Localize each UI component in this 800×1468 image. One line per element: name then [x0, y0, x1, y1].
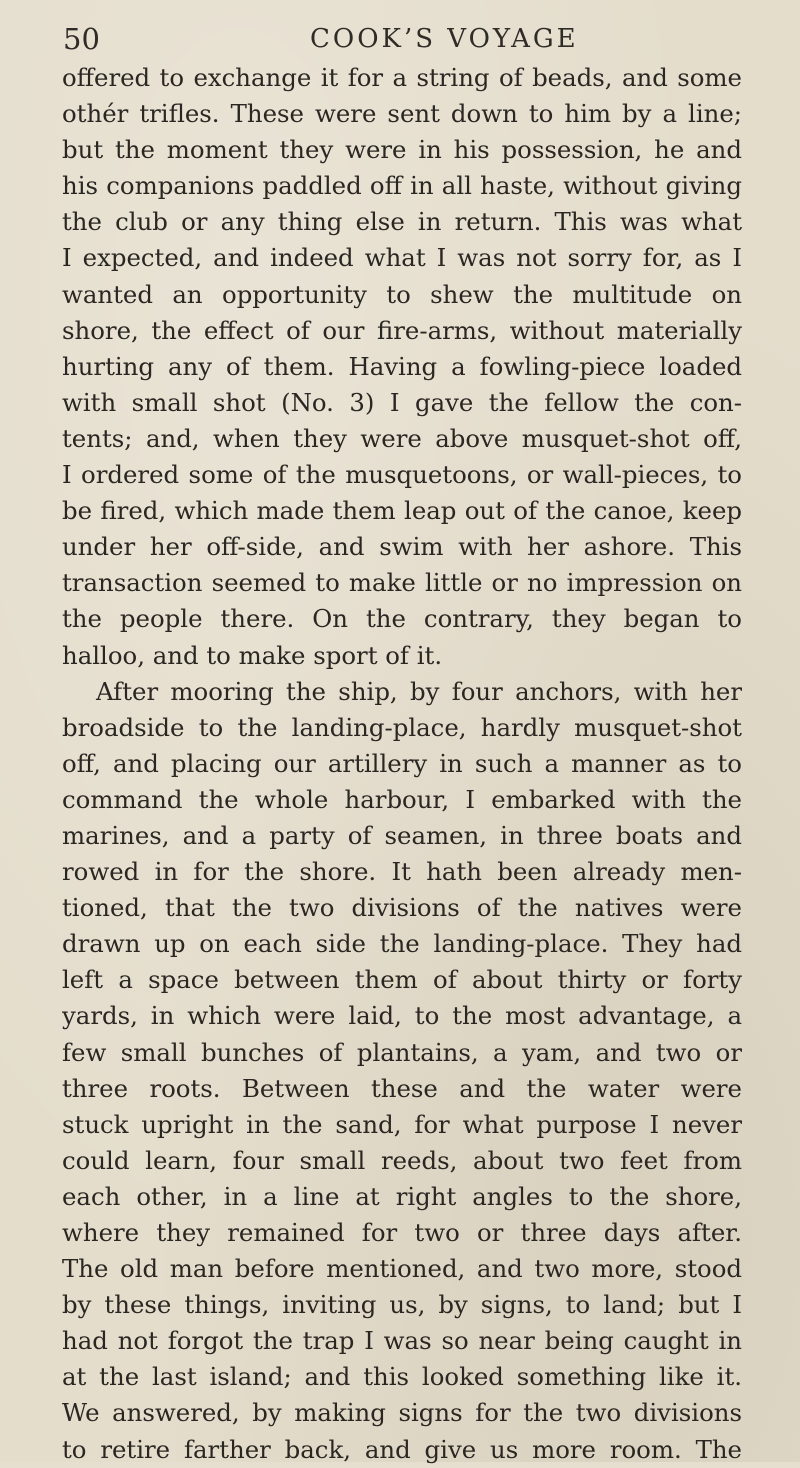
text-line: broadside to the landing-place, hardly musquet-shot [62, 712, 742, 742]
text-line: othér trifles. These were sent down to him by a line; [62, 99, 742, 129]
text-line: with small shot (No. 3) I gave the fellow the con- [62, 387, 742, 417]
text-line: each other, in a line at right angles to the shore, [62, 1181, 742, 1211]
body-text [62, 60, 742, 1468]
text-line: by these things, inviting us, by signs, to land; but I [62, 1290, 742, 1320]
text-line: three roots. Between these and the water were [62, 1073, 742, 1103]
text-line: be fired, which made them leap out of the canoe, keep [62, 496, 742, 526]
text-line: I ordered some of the musquetoons, or wall-pieces, to [62, 460, 742, 490]
text-line: shore, the effect of our fire-arms, without materially [62, 315, 742, 345]
text-line: drawn up on each side the landing-place. They had [62, 929, 742, 959]
text-line: off, and placing our artillery in such a manner as to [62, 748, 742, 778]
text-line: the club or any thing else in return. This was what [62, 207, 742, 237]
text-line: After mooring the ship, by four anchors, with her [96, 676, 742, 706]
text-line: could learn, four small reeds, about two feet from [62, 1145, 742, 1175]
text-line: yards, in which were laid, to the most advantage, a [62, 1001, 742, 1031]
text-line: under her off-side, and swim with her ashore. This [62, 532, 742, 562]
text-line: tents; and, when they were above musquet-shot off, [62, 423, 742, 453]
text-line: halloo, and to make sport of it. [62, 640, 443, 670]
page-header [0, 22, 800, 62]
text-line: The old man before mentioned, and two more, stood [62, 1254, 742, 1284]
text-line: his companions paddled off in all haste, without giving [62, 171, 742, 201]
text-line: rowed in for the shore. It hath been already men- [62, 857, 742, 887]
text-line: the people there. On the contrary, they began to [62, 604, 742, 634]
text-line: to retire farther back, and give us more room. The [62, 1434, 742, 1464]
text-line: transaction seemed to make little or no impression on [62, 568, 742, 598]
text-line: wanted an opportunity to shew the multitude on [62, 279, 742, 309]
text-line: stuck upright in the sand, for what purpose I never [62, 1109, 742, 1139]
text-line: had not forgot the trap I was so near being caught in [62, 1326, 742, 1356]
text-line: hurting any of them. Having a fowling-piece loaded [62, 351, 742, 381]
text-line: command the whole harbour, I embarked with the [62, 784, 742, 814]
text-line: marines, and a party of seamen, in three boats and [62, 820, 742, 850]
text-line: We answered, by making signs for the two divisions [62, 1398, 742, 1428]
text-line: tioned, that the two divisions of the natives were [62, 893, 742, 923]
text-line: I expected, and indeed what I was not sorry for, as I [62, 243, 742, 273]
text-line: left a space between them of about thirty or forty [62, 965, 742, 995]
text-line: offered to exchange it for a string of beads, and some [62, 63, 742, 92]
text-line: but the moment they were in his possession, he and [62, 135, 742, 165]
text-line: few small bunches of plantains, a yam, and two or [62, 1037, 742, 1067]
text-line: where they remained for two or three days after. [62, 1218, 742, 1247]
running-head: COOK’S VOYAGE [310, 24, 579, 54]
page-number: 50 [63, 22, 100, 56]
text-line: at the last island; and this looked something like it. [62, 1362, 742, 1392]
